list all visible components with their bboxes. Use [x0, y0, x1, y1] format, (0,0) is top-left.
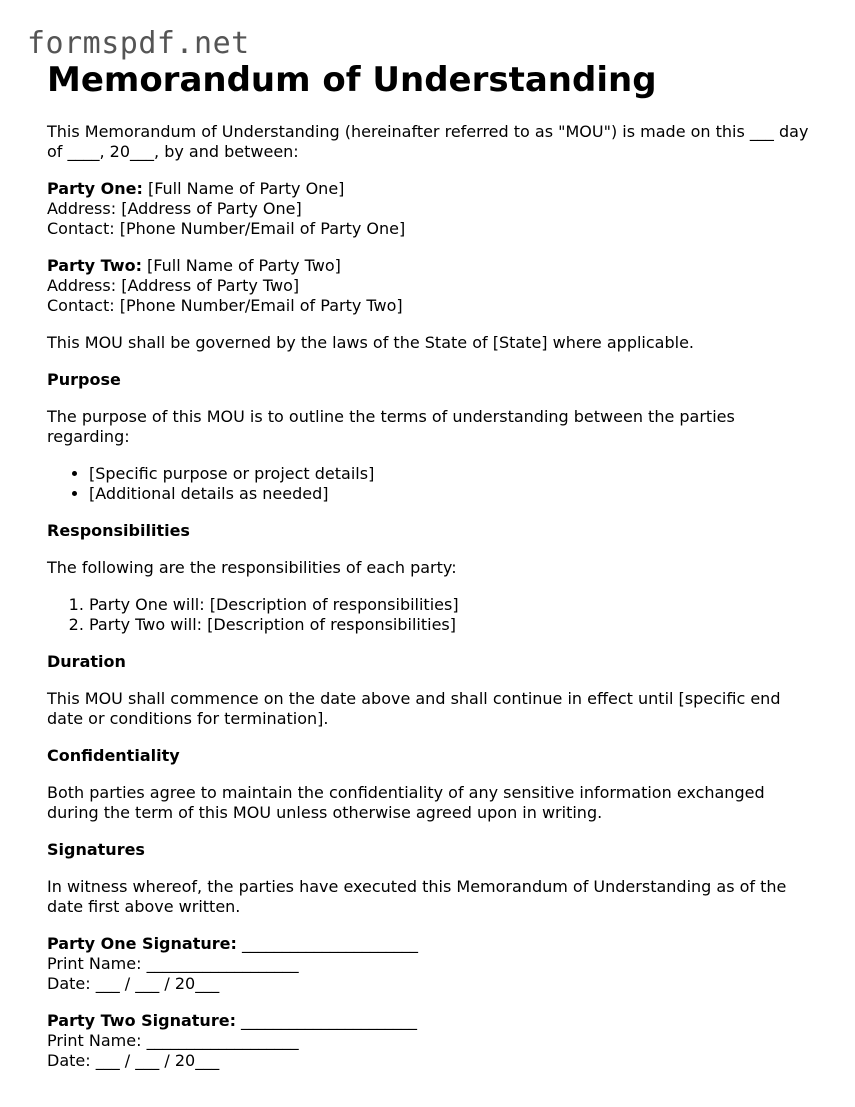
party-two-name: [Full Name of Party Two]: [141, 256, 341, 275]
party-one-print-name: Print Name: ___________________: [47, 954, 299, 973]
responsibilities-heading: Responsibilities: [47, 521, 190, 540]
intro-paragraph: This Memorandum of Understanding (hereinafter referred to as "MOU") is made on this ___ day of ____, 20___, by and between:: [47, 122, 809, 161]
party-two-print-name: Print Name: ___________________: [47, 1031, 299, 1050]
document-title: Memorandum of Understanding: [47, 60, 657, 100]
party-one-contact: Contact: [Phone Number/Email of Party One]: [47, 219, 406, 238]
party-two-contact: Contact: [Phone Number/Email of Party Two]: [47, 296, 403, 315]
responsibilities-paragraph: The following are the responsibilities of each party:: [47, 558, 457, 577]
party-one-address: Address: [Address of Party One]: [47, 199, 302, 218]
list-item: • [Additional details as needed]: [89, 484, 817, 504]
party-two-label: Party Two:: [47, 256, 142, 275]
governing-law-paragraph: This MOU shall be governed by the laws of the State of [State] where applicable.: [47, 333, 694, 352]
party-two-signature-label: Party Two Signature:: [47, 1011, 236, 1030]
party-two-address: Address: [Address of Party Two]: [47, 276, 300, 295]
site-watermark: formspdf.net: [27, 26, 250, 61]
signatures-heading: Signatures: [47, 840, 145, 859]
list-item: • [Specific purpose or project details]: [89, 464, 817, 484]
party-two-block: [47, 256, 817, 316]
party-one-block: [47, 179, 817, 239]
purpose-list: [47, 464, 817, 504]
party-one-signature-label: Party One Signature:: [47, 934, 237, 953]
list-item: 1. Party One will: [Description of responsibilities]: [89, 595, 817, 615]
duration-heading: Duration: [47, 652, 126, 671]
purpose-paragraph: The purpose of this MOU is to outline the terms of understanding between the parties regarding:: [47, 407, 735, 446]
confidentiality-heading: Confidentiality: [47, 746, 180, 765]
party-two-date: Date: ___ / ___ / 20___: [47, 1051, 220, 1070]
confidentiality-paragraph: Both parties agree to maintain the confidentiality of any sensitive information exchanged during the term of this MOU unless otherwise agreed upon in writing.: [47, 783, 765, 822]
party-two-signature-block: [47, 1011, 817, 1071]
party-one-label: Party One:: [47, 179, 143, 198]
party-one-signature-line: ______________________: [236, 934, 418, 953]
party-one-date: Date: ___ / ___ / 20___: [47, 974, 220, 993]
duration-paragraph: This MOU shall commence on the date above and shall continue in effect until [specific end date or conditions for termination].: [47, 689, 781, 728]
responsibilities-list: [47, 595, 817, 635]
document-body: [47, 58, 817, 1088]
party-one-name: [Full Name of Party One]: [142, 179, 345, 198]
party-two-signature-line: ______________________: [235, 1011, 418, 1030]
purpose-heading: Purpose: [47, 370, 121, 389]
signatures-paragraph: In witness whereof, the parties have executed this Memorandum of Understanding as of the date first above written.: [47, 877, 787, 916]
list-item: 2. Party Two will: [Description of responsibilities]: [89, 615, 817, 635]
party-one-signature-block: [47, 934, 817, 994]
